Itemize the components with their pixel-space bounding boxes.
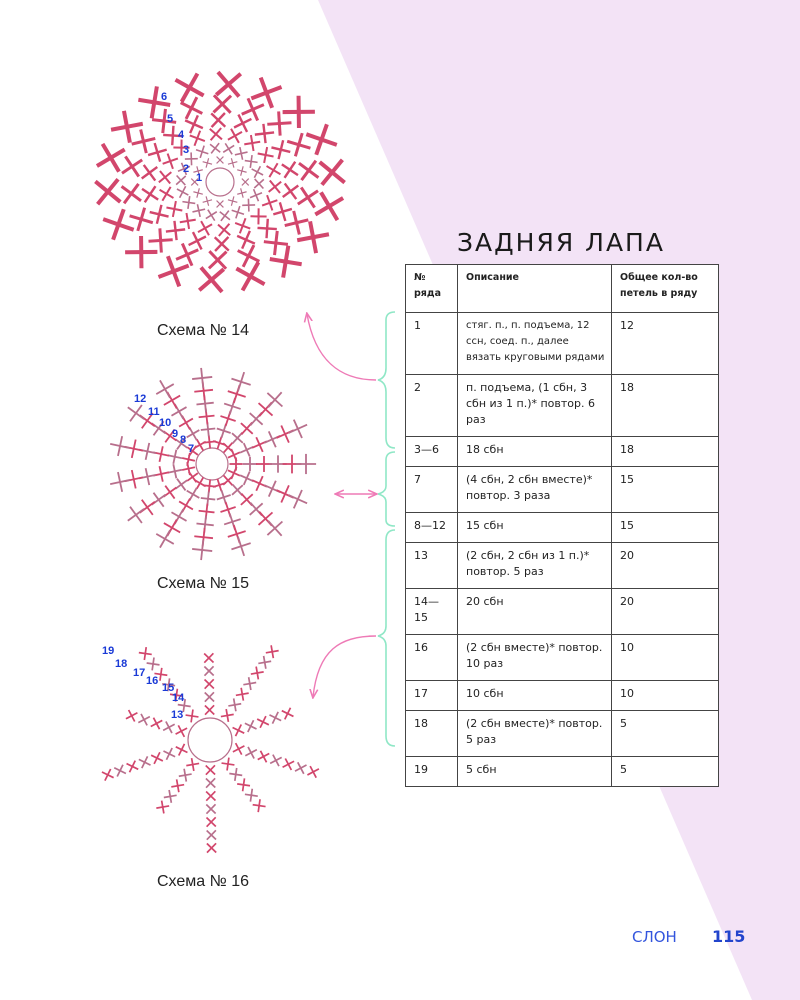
cell-row-number: 16 [406,635,458,681]
brace-rows-3-12 [378,452,395,526]
header-stitch-count: Общее кол-во петель в ряду [612,265,719,313]
cell-stitch-count: 18 [612,375,719,437]
table-row [406,313,719,375]
table-row [406,589,719,635]
row-label: 18 [115,658,128,670]
cell-description: (4 сбн, 2 сбн вместе)* повтор. 3 раза [458,467,612,513]
row-label: 3 [183,144,190,156]
page-number: 115 [712,927,746,946]
cell-stitch-count: 20 [612,589,719,635]
cell-row-number: 14—15 [406,589,458,635]
cell-row-number: 18 [406,711,458,757]
table-row [406,467,719,513]
cell-description: 10 сбн [458,681,612,711]
cell-description: (2 сбн, 2 сбн из 1 п.)* повтор. 5 раз [458,543,612,589]
row-label: 2 [183,163,190,175]
row-label: 13 [171,709,184,721]
cell-stitch-count: 12 [612,313,719,375]
table-row [406,375,719,437]
cell-row-number: 19 [406,757,458,787]
cell-row-number: 2 [406,375,458,437]
cell-row-number: 8—12 [406,513,458,543]
scheme-16-caption: Схема № 16 [157,873,250,890]
cell-row-number: 17 [406,681,458,711]
cell-row-number: 13 [406,543,458,589]
cell-stitch-count: 18 [612,437,719,467]
cell-description: 15 сбн [458,513,612,543]
cell-row-number: 3—6 [406,437,458,467]
row-label: 6 [161,91,168,103]
row-label: 1 [196,172,203,184]
row-label: 4 [178,129,185,141]
table-header-row [406,265,719,313]
row-label: 10 [159,417,172,429]
table-row [406,513,719,543]
cell-description: 20 сбн [458,589,612,635]
cell-description: 5 сбн [458,757,612,787]
cell-description: п. подъема, (1 сбн, 3 сбн из 1 п.)* повтор. 6 раз [458,375,612,437]
brace-rows-13-19 [378,530,395,746]
cell-stitch-count: 15 [612,513,719,543]
row-label: 12 [134,393,147,405]
cell-stitch-count: 10 [612,635,719,681]
cell-description: (2 сбн вместе)* повтор. 5 раз [458,711,612,757]
running-footer-title: СЛОН [632,928,677,946]
cell-row-number: 7 [406,467,458,513]
table-row [406,681,719,711]
table-row [406,437,719,467]
arrow-to-scheme-16 [313,636,376,697]
row-label: 7 [188,443,195,455]
table-row [406,635,719,681]
cell-description: стяг. п., п. подъема, 12 ссн, соед. п., далее вязать круговыми рядами [458,313,612,375]
row-label: 5 [167,113,174,125]
cell-description: (2 сбн вместе)* повтор. 10 раз [458,635,612,681]
table-row [406,711,719,757]
table-row [406,543,719,589]
row-label: 8 [180,434,187,446]
row-label: 17 [133,667,146,679]
header-row-number: № ряда [406,265,458,313]
cell-row-number: 1 [406,313,458,375]
section-heading: ЗАДНЯЯ ЛАПА [457,228,665,257]
scheme-14-caption: Схема № 14 [157,322,250,339]
row-label: 9 [172,428,179,440]
scheme-15-caption: Схема № 15 [157,575,250,592]
row-label: 19 [102,645,115,657]
row-label: 15 [162,682,175,694]
table-row [406,757,719,787]
arrow-to-scheme-14 [307,314,376,380]
row-label: 11 [148,406,160,418]
row-label: 16 [146,675,159,687]
table-body [406,313,719,787]
cell-stitch-count: 20 [612,543,719,589]
cell-stitch-count: 10 [612,681,719,711]
header-description: Описание [458,265,612,313]
cell-stitch-count: 15 [612,467,719,513]
row-label: 14 [172,692,185,704]
cell-description: 18 сбн [458,437,612,467]
cell-stitch-count: 5 [612,757,719,787]
cell-stitch-count: 5 [612,711,719,757]
pattern-table [405,264,719,787]
brace-rows-1-2 [378,312,395,448]
